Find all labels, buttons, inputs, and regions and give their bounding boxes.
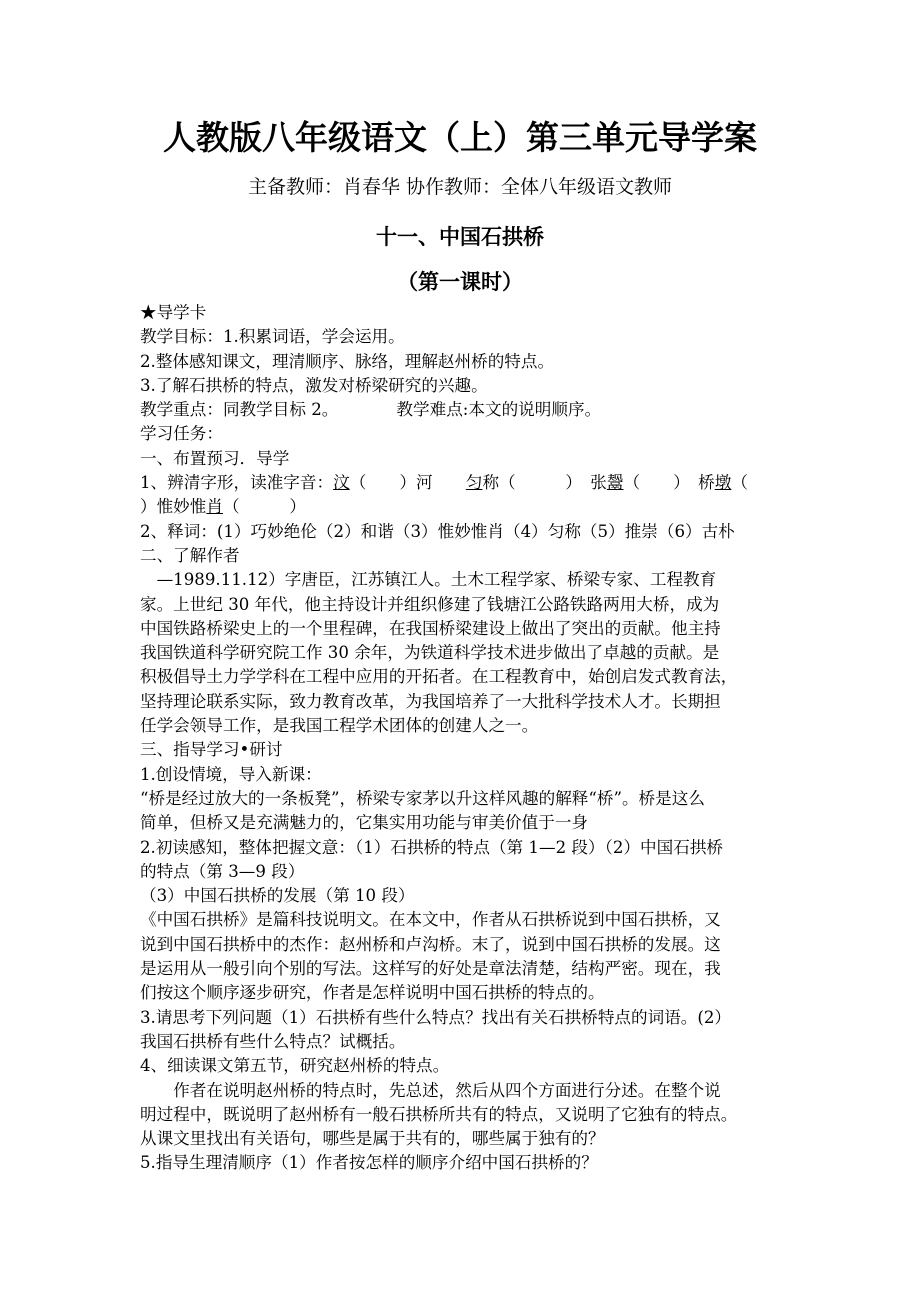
text-line: 积极倡导土力学学科在工程中应用的开拓者。在工程教育中，始创启发式教育法， xyxy=(140,667,738,687)
text: 称（ ） 张 xyxy=(482,473,607,493)
text-line: 说到中国石拱桥中的杰作：赵州桥和卢沟桥。末了，说到中国石拱桥的发展。这 xyxy=(140,934,721,954)
underlined-char: 墩 xyxy=(714,473,732,493)
text-line: 三、指导学习•研讨 xyxy=(140,740,283,760)
text: （ ） 桥 xyxy=(623,473,715,493)
text-line: 明过程中，既说明了赵州桥有一般石拱桥所共有的特点，又说明了它独有的特点。 xyxy=(140,1104,738,1124)
text-line: 学习任务： xyxy=(140,424,223,444)
text-line: 简单，但桥又是充满魅力的，它集实用功能与审美价值于一身 xyxy=(140,813,589,833)
text-line: 3.了解石拱桥的特点，激发对桥梁研究的兴趣。 xyxy=(140,375,488,395)
text-line: 1.创设情境，导入新课： xyxy=(140,764,322,784)
text-line: 2、释词：(1）巧妙绝伦（2）和谐（3）惟妙惟肖（4）匀称（5）推崇（6）古朴 xyxy=(140,521,735,541)
text-line: “桥是经过放大的一条板凳”，桥梁专家茅以升这样风趣的解释“桥”。桥是这么 xyxy=(140,788,705,808)
pinyin-exercise-line-cont xyxy=(140,495,790,519)
text-line: 我国铁道科学研究院工作 30 余年，为铁道科学技术进步做出了卓越的贡献。是 xyxy=(140,643,720,663)
pinyin-exercise-line xyxy=(140,471,790,495)
text-line: 2.整体感知课文，理清顺序、脉络，理解赵州桥的特点。 xyxy=(140,351,555,371)
text-line: 一、布置预习．导学 xyxy=(140,448,290,468)
text-line: 是运用从一般引向个别的写法。这样写的好处是章法清楚，结构严密。现在，我 xyxy=(140,959,721,979)
text-line: 5.指导生理清顺序（1）作者按怎样的顺序介绍中国石拱桥的？ xyxy=(140,1153,598,1173)
text-line: 《中国石拱桥》是篇科技说明文。在本文中，作者从石拱桥说到中国石拱桥，又 xyxy=(140,910,721,930)
text-line: 中国铁路桥梁史上的一个里程碑，在我国桥梁建设上做出了突出的贡献。他主持 xyxy=(140,618,721,638)
text-line: 家。上世纪 30 年代，他主持设计并组织修建了钱塘江公路铁路两用大桥，成为 xyxy=(140,594,720,614)
underlined-char: 汶 xyxy=(333,473,350,493)
text-line: 任学会领导工作，是我国工程学术团体的创建人之一。 xyxy=(140,716,539,736)
underlined-char: 匀 xyxy=(465,473,483,493)
period-label: （第一课时） xyxy=(397,270,523,294)
text-line: 从课文里找出有关语句，哪些是属于共有的，哪些属于独有的？ xyxy=(140,1129,605,1149)
document-title: 人教版八年级语文（上）第三单元导学案 xyxy=(163,118,757,157)
text-line: 教学目标：1.积累词语，学会运用。 xyxy=(140,327,405,347)
intro-block xyxy=(140,301,790,471)
text-line: 们按这个顺序逐步研究，作者是怎样说明中国石拱桥的特点的。 xyxy=(140,983,605,1003)
text: （ ） xyxy=(222,497,306,517)
text-line: ★导学卡 xyxy=(140,303,207,322)
text-line: 3.请思考下列问题（1）石拱桥有些什么特点？找出有关石拱桥特点的词语。(2） xyxy=(140,1007,732,1027)
text-line: —1989.11.12）字唐臣，江苏镇江人。土木工程学家、桥梁专家、工程教育 xyxy=(140,570,717,590)
text-line: 二、了解作者 xyxy=(140,545,240,565)
text-line: 2.初读感知，整体把握文意：（1）石拱桥的特点（第 1—2 段）（2）中国石拱桥 xyxy=(140,837,724,857)
text-line: （3）中国石拱桥的发展（第 10 段） xyxy=(140,886,415,906)
text: （ ）河 xyxy=(349,473,466,493)
teachers-line: 主备教师：肖春华 协作教师：全体八年级语文教师 xyxy=(247,176,673,198)
lesson-title: 十一、中国石拱桥 xyxy=(376,225,544,249)
underlined-char: 鬶 xyxy=(606,473,624,493)
text-line: 4、细读课文第五节，研究赵州桥的特点。 xyxy=(140,1056,450,1076)
main-block xyxy=(140,520,790,1176)
text-line: 的特点（第 3—9 段） xyxy=(140,861,305,881)
text: 1、辨清字形，读准字音： xyxy=(140,473,334,493)
text-line: 作者在说明赵州桥的特点时，先总述，然后从四个方面进行分述。在整个说 xyxy=(140,1080,721,1100)
text-line: 坚持理论联系实际，致力教育改革，为我国培养了一大批科学技术人才。长期担 xyxy=(140,691,721,711)
underlined-char: 肖 xyxy=(206,497,223,517)
document-body xyxy=(140,301,790,1176)
text: ）惟妙惟 xyxy=(140,497,207,517)
text-line: 教学重点：同教学目标 2。 教学难点:本文的说明顺序。 xyxy=(140,400,602,420)
text: （ xyxy=(731,473,748,493)
text-line: 我国石拱桥有些什么特点？试概括。 xyxy=(140,1031,406,1051)
